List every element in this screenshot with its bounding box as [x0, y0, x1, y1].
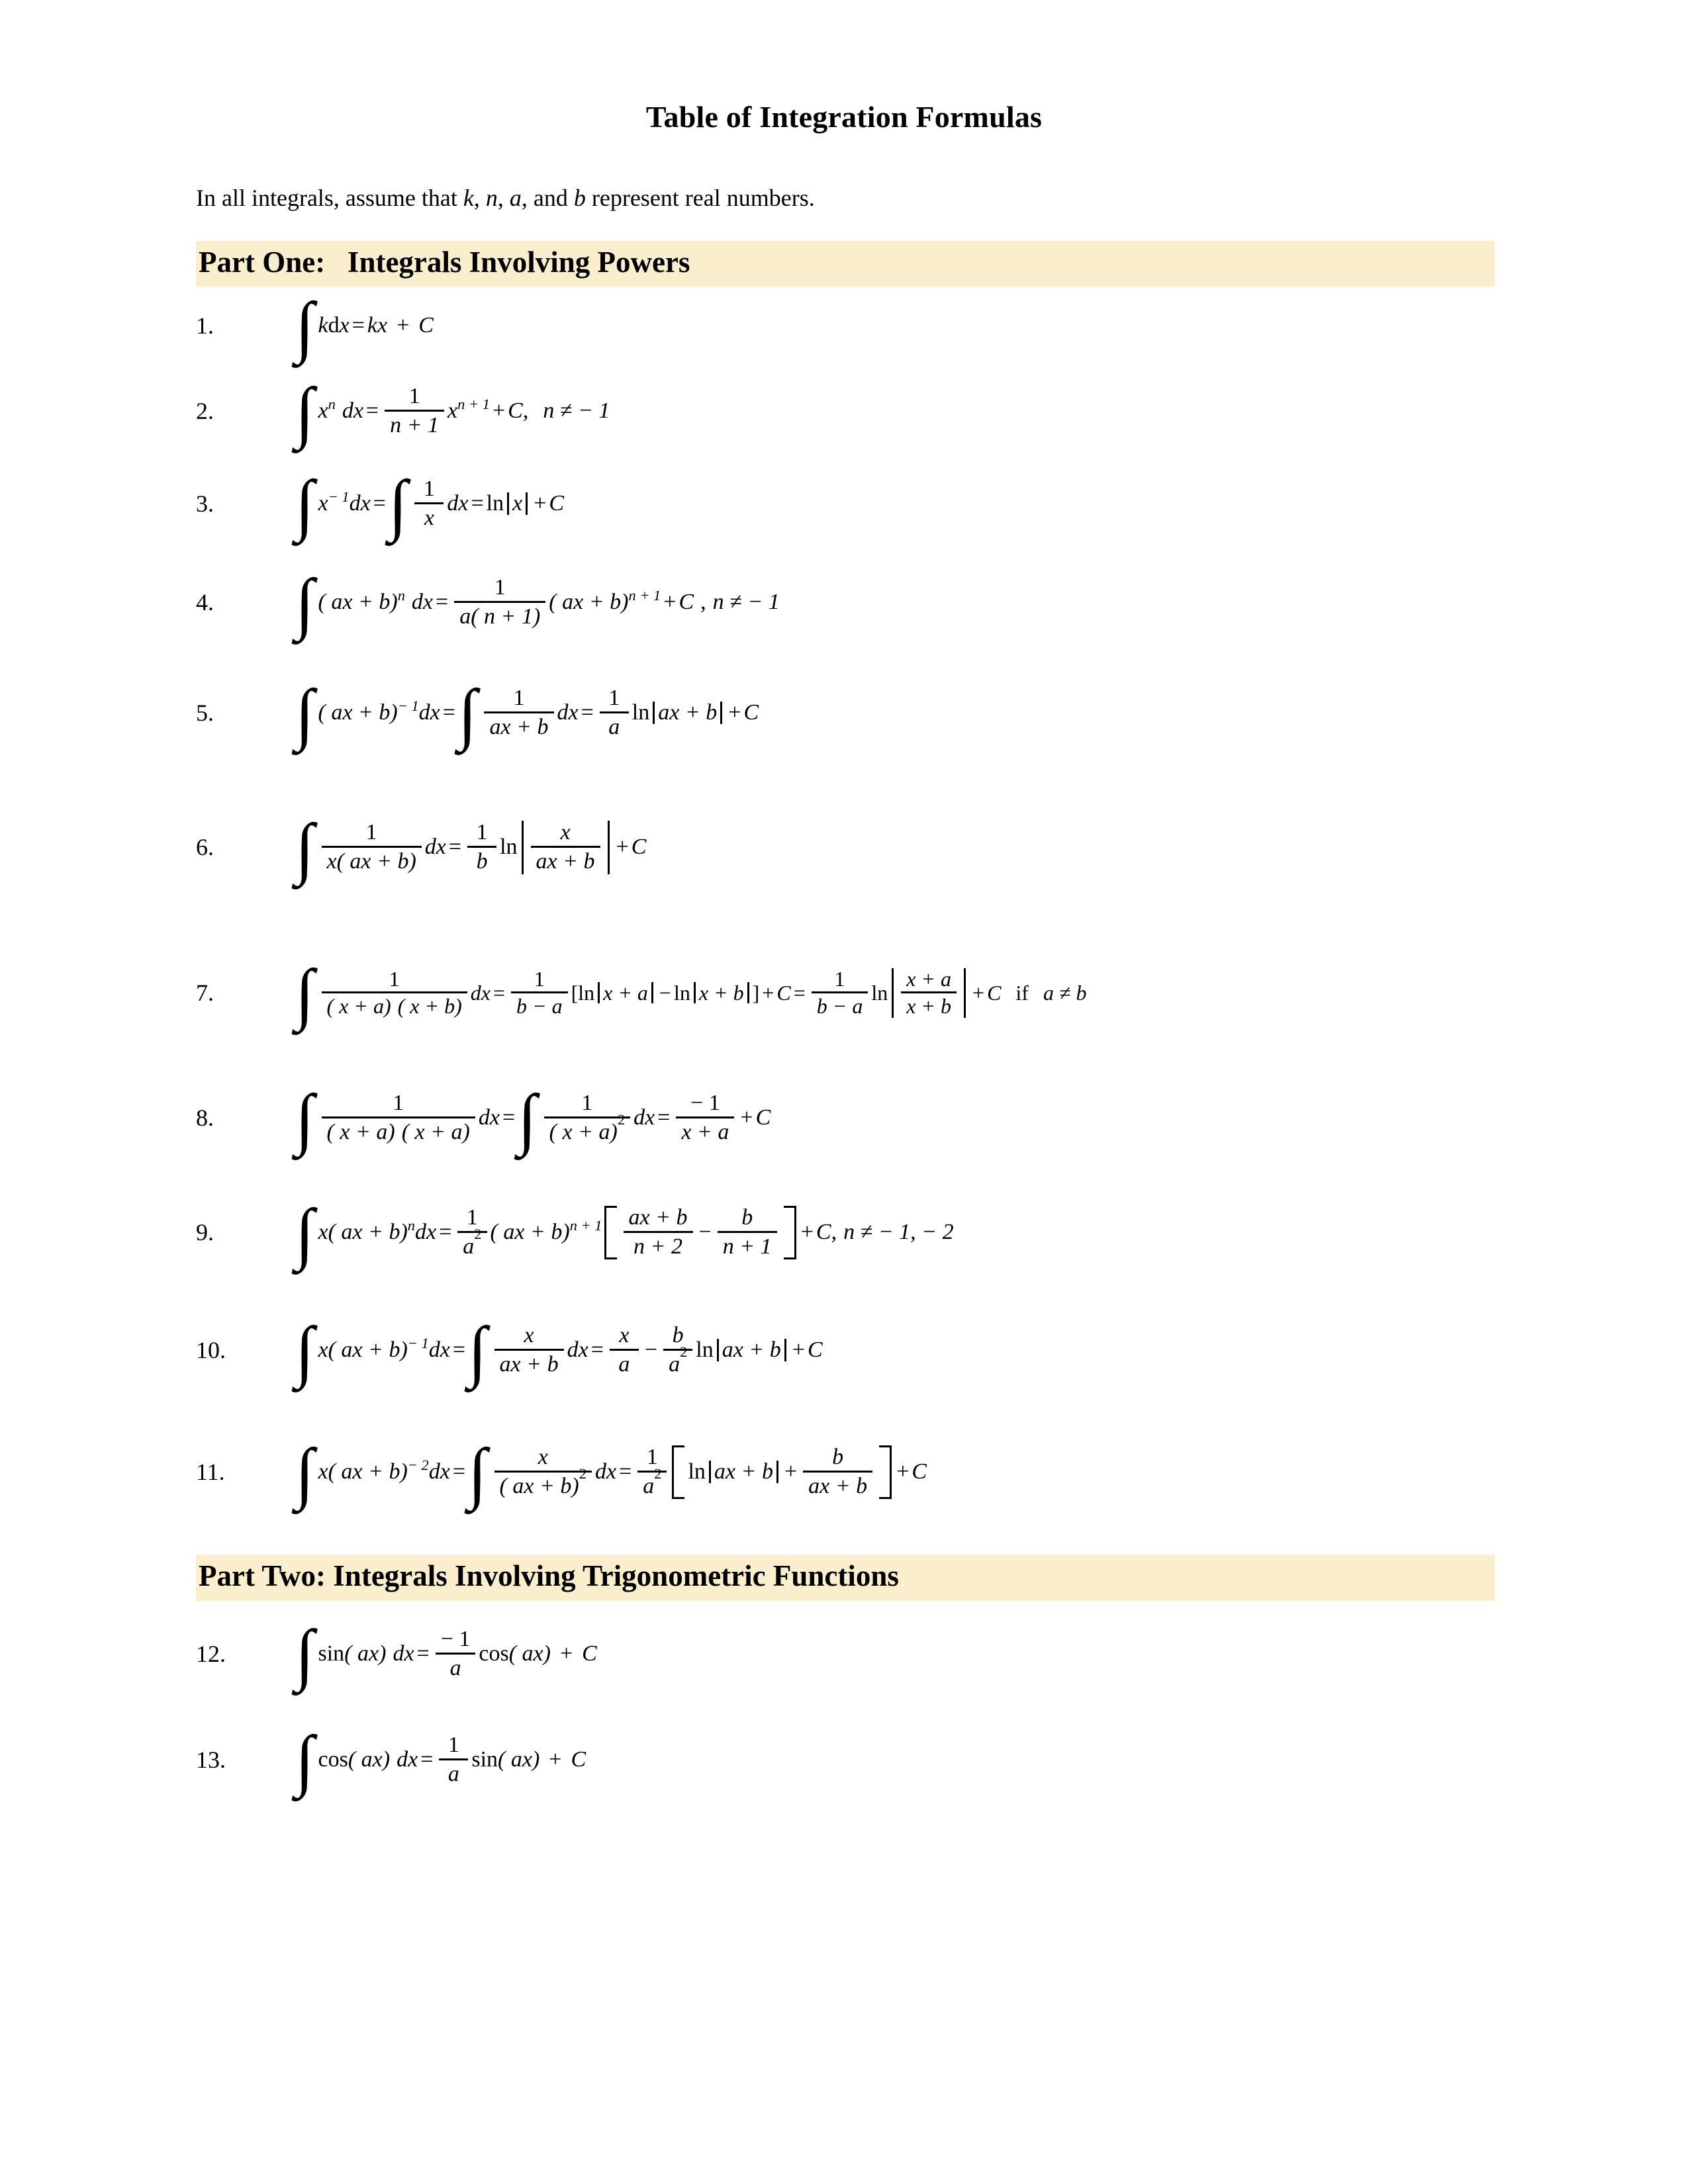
- token-ax-b: ( ax + b): [499, 1474, 579, 1499]
- token-comma: ,: [700, 590, 706, 615]
- formula-row: [0, 923, 1688, 1062]
- fraction: [454, 576, 545, 629]
- absolute-value: [649, 702, 726, 724]
- token-x-plus-b: ( x + b): [397, 994, 462, 1019]
- token-ax-b: ( ax + b): [328, 1459, 408, 1484]
- fraction: [436, 1627, 476, 1680]
- token-ax-paren: ( ax): [508, 1641, 551, 1666]
- formula-number: 1.: [196, 312, 214, 340]
- token-dx: dx: [567, 1338, 588, 1363]
- intro-suffix: represent real numbers.: [585, 185, 815, 211]
- token-a: a: [463, 1234, 475, 1259]
- token-x: x: [339, 313, 350, 338]
- intro-sep-1: ,: [473, 185, 486, 211]
- token-ax-b: ( ax + b): [549, 590, 629, 615]
- numerator: 1: [494, 575, 506, 600]
- token-x: x: [318, 398, 328, 424]
- absolute-value: [706, 1461, 782, 1483]
- formula-expression: ∫ ( ax + b) − 1 dx = ∫ $\frac{1}{ax + b}$ dx = $\frac{1}{a}$ ln ax + b + C: [295, 676, 759, 752]
- token-ax-b: ( ax + b): [318, 700, 398, 725]
- denominator: [457, 1226, 487, 1259]
- token-comma: ,: [831, 1220, 837, 1245]
- token-plus: +: [549, 1747, 562, 1772]
- token-eq: =: [581, 700, 594, 725]
- token-x: x: [318, 491, 328, 516]
- denominator: [637, 1465, 667, 1499]
- numerator: 1: [534, 966, 545, 991]
- fraction: [812, 968, 868, 1019]
- token-plus: +: [740, 1105, 753, 1130]
- integral-icon: ∫: [295, 374, 314, 451]
- token-eq: =: [416, 1641, 430, 1666]
- token-C: C: [582, 1641, 597, 1666]
- token-C: C: [418, 313, 434, 338]
- numerator: 1: [834, 966, 845, 991]
- token-plus: +: [896, 1459, 910, 1484]
- token-C: C: [631, 835, 647, 860]
- formula-row: [0, 1601, 1688, 1707]
- token-ln: ln: [632, 700, 650, 725]
- token-eq: =: [657, 1105, 671, 1130]
- intro-text: [0, 134, 1688, 212]
- token-dx: dx: [418, 700, 440, 725]
- numerator: 1: [423, 477, 435, 502]
- token-x-plus-b: x + b: [698, 981, 744, 1005]
- denominator: a: [608, 715, 620, 740]
- intro-var-a: a: [509, 185, 522, 211]
- token-ax-b: ( ax + b): [318, 590, 398, 615]
- token-exp-2: 2: [680, 1343, 688, 1361]
- fraction: [439, 1733, 468, 1786]
- denominator: x: [424, 506, 434, 531]
- integral-icon: ∫: [518, 1081, 537, 1158]
- numerator: 1: [408, 384, 420, 409]
- fraction: [531, 821, 600, 874]
- token-plus: +: [792, 1338, 805, 1363]
- token-a: a: [643, 1474, 655, 1499]
- numerator: b: [741, 1205, 753, 1230]
- token-plus: +: [616, 835, 629, 860]
- numerator: 1: [466, 1205, 478, 1230]
- token-a: a: [669, 1352, 680, 1377]
- numerator: 1: [476, 820, 488, 845]
- token-eq: =: [436, 590, 449, 615]
- token-ax-plus-b: ax + b: [658, 700, 718, 725]
- numerator: 1: [581, 1091, 593, 1116]
- integral-icon: ∫: [295, 1313, 314, 1390]
- token-exp-2: 2: [654, 1465, 662, 1482]
- token-C: C: [508, 398, 523, 424]
- formula-expression: [295, 810, 1688, 887]
- formula-expression: [295, 289, 1688, 365]
- formula-number: 13.: [196, 1746, 226, 1773]
- formula-number: 8.: [196, 1105, 214, 1132]
- token-minus: −: [698, 1220, 712, 1245]
- integral-icon: ∫: [295, 1081, 314, 1158]
- token-ln: ln: [696, 1338, 714, 1363]
- denominator: ax + b: [808, 1474, 868, 1499]
- denominator: [322, 1118, 475, 1144]
- token-ln: ln: [688, 1459, 706, 1484]
- formula-row: [0, 1062, 1688, 1173]
- token-exp-2: 2: [617, 1111, 626, 1128]
- token-ax-paren: ( ax): [344, 1641, 387, 1666]
- fraction: [414, 477, 444, 530]
- token-plus: +: [492, 398, 506, 424]
- denominator: [322, 993, 467, 1018]
- token-C: C: [549, 491, 565, 516]
- token-plus: +: [728, 700, 741, 725]
- formula-row: [0, 655, 1688, 771]
- denominator: a: [449, 1655, 461, 1680]
- token-cos: cos: [318, 1747, 348, 1772]
- intro-sep-3: , and: [521, 185, 574, 211]
- integral-icon: ∫: [295, 676, 314, 752]
- numerator: 1: [389, 966, 400, 991]
- denominator: n + 1: [722, 1234, 772, 1259]
- token-k: k: [318, 313, 328, 338]
- fraction: [901, 968, 957, 1019]
- intro-sep-2: ,: [497, 185, 510, 211]
- token-plus: +: [663, 590, 677, 615]
- integral-icon: ∫: [295, 289, 314, 365]
- numerator: x + a: [906, 966, 952, 991]
- numerator: − 1: [690, 1091, 720, 1116]
- token-dx: dx: [342, 398, 363, 424]
- denominator: x + b: [906, 994, 952, 1019]
- denominator: ax + b: [499, 1352, 559, 1377]
- token-eq: =: [439, 1220, 452, 1245]
- formula-list-part-two: [0, 1601, 1688, 1813]
- formula-row: [0, 287, 1688, 365]
- integral-icon: ∫: [295, 565, 314, 642]
- token-x-plus-a: ( x + a): [326, 1120, 395, 1145]
- token-kx: kx: [367, 313, 388, 338]
- intro-var-n: n: [485, 185, 498, 211]
- absolute-value: [518, 821, 614, 874]
- token-x: x: [318, 1338, 328, 1363]
- token-exp-2: 2: [474, 1226, 482, 1243]
- token-eq: =: [373, 491, 386, 516]
- formula-expression: [295, 1616, 1688, 1693]
- formula-expression: ∫ x ( ax + b) − 1 dx = ∫ $\frac{x}{ax + b}$ dx = $\frac{x}{a}$ − $\frac{b}{a^2}$ ln ax + b + C: [295, 1313, 823, 1390]
- token-ax-paren: ( ax): [348, 1747, 391, 1772]
- fraction: [457, 1206, 487, 1259]
- token-plus: +: [397, 313, 410, 338]
- token-dx: dx: [633, 1105, 655, 1130]
- formula-number: 11.: [196, 1459, 225, 1486]
- token-cos: cos: [479, 1641, 509, 1666]
- token-plus: +: [972, 981, 985, 1005]
- fraction: [637, 1445, 667, 1498]
- token-eq: =: [590, 1338, 604, 1363]
- integral-icon: ∫: [295, 1435, 314, 1512]
- formula-expression: ∫ x ( ax + b) n dx = $\frac{1}{a^2}$ ( ax + b) n + 1 $\frac{ax + b}{n + 2}$ − $\frac{b}{n + 1}$ + C , n ≠ − 1, − 2: [295, 1195, 954, 1272]
- token-eq: =: [365, 398, 379, 424]
- token-ln: ln: [578, 981, 595, 1005]
- token-dx: dx: [415, 1220, 437, 1245]
- denominator: x + a: [681, 1120, 729, 1145]
- token-dx: dx: [397, 1747, 418, 1772]
- condition-a-neq-b: a ≠ b: [1043, 981, 1087, 1005]
- token-sin: sin: [471, 1747, 498, 1772]
- token-eq: =: [471, 491, 484, 516]
- token-dx: dx: [349, 491, 371, 516]
- fraction: [600, 686, 629, 739]
- absolute-value: [690, 982, 753, 1003]
- formula-expression: ∫ $\frac{1}{( x + a) ( x + b)}$ dx = $\frac{1}{b - a}$ [ ln x + a − ln x + b ] + C = $\frac{1}{b - a}$ ln $\frac{x + a}{x + b}$ + C if a ≠ b: [295, 956, 1087, 1032]
- token-dx: dx: [557, 700, 579, 725]
- intro-var-b: b: [573, 185, 586, 211]
- numerator: 1: [513, 686, 525, 711]
- formula-number: 5.: [196, 700, 214, 727]
- denominator: b − a: [816, 994, 863, 1019]
- fraction: [322, 1091, 475, 1144]
- token-plus: +: [762, 981, 774, 1005]
- denominator: ax + b: [536, 849, 595, 874]
- numerator: b: [832, 1445, 844, 1470]
- denominator: a( n + 1): [459, 604, 541, 629]
- formula-expression: ∫ ( ax + b) n dx = $\frac{1}{a( n + 1)}$ ( ax + b) n + 1 + C , n ≠ − 1: [295, 565, 780, 642]
- condition-n-neq: n ≠ − 1: [712, 590, 780, 615]
- numerator: b: [672, 1323, 684, 1348]
- formula-number: 10.: [196, 1337, 226, 1364]
- formula-number: 4.: [196, 589, 214, 616]
- token-ln: ln: [871, 981, 888, 1005]
- token-eq: =: [619, 1459, 632, 1484]
- token-x-plus-a: ( x + a): [549, 1120, 618, 1145]
- formula-expression: [295, 1081, 1688, 1158]
- fraction: [803, 1445, 872, 1498]
- numerator: 1: [646, 1445, 658, 1470]
- numerator: x: [619, 1323, 630, 1348]
- token-eq: =: [452, 1338, 466, 1363]
- condition-n-neq: n ≠ − 1: [543, 398, 610, 424]
- formula-row: [0, 550, 1688, 655]
- token-eq: =: [420, 1747, 434, 1772]
- formula-row: [0, 1409, 1688, 1535]
- formula-list-part-one: [0, 287, 1688, 1535]
- page-title: Table of Integration Formulas: [645, 100, 1043, 134]
- denominator: n + 1: [390, 413, 440, 438]
- token-plus: +: [534, 491, 547, 516]
- token-plus: +: [559, 1641, 573, 1666]
- token-ax-plus-b: ax + b: [714, 1459, 773, 1484]
- token-C: C: [571, 1747, 586, 1772]
- formula-expression: [295, 1722, 1688, 1799]
- token-x-plus-a: ( x + a): [326, 994, 391, 1019]
- token-C: C: [755, 1105, 771, 1130]
- token-eq: =: [352, 313, 365, 338]
- token-dx: dx: [428, 1338, 450, 1363]
- token-C: C: [816, 1220, 831, 1245]
- fraction: [467, 821, 496, 874]
- token-exp-2: 2: [579, 1465, 586, 1482]
- formula-row: [0, 1173, 1688, 1291]
- numerator: x: [560, 820, 571, 845]
- integral-icon: ∫: [468, 1435, 487, 1512]
- token-eq: =: [793, 981, 806, 1005]
- formula-row: [0, 771, 1688, 923]
- fraction: [624, 1206, 693, 1259]
- token-x-plus-a: ( x + a): [401, 1120, 470, 1145]
- fraction: [385, 385, 444, 437]
- token-dx: dx: [424, 835, 446, 860]
- token-if: if: [1015, 981, 1029, 1005]
- token-ax-paren: ( ax): [498, 1747, 540, 1772]
- formula-row: [0, 457, 1688, 550]
- token-x: x: [512, 491, 523, 516]
- token-d: d: [328, 313, 340, 338]
- integral-icon: ∫: [295, 1722, 314, 1799]
- fraction: [511, 968, 568, 1019]
- token-ax-b: ( ax + b): [328, 1220, 408, 1245]
- formula-row: [0, 365, 1688, 457]
- token-C: C: [807, 1338, 823, 1363]
- token-ax-plus-b: ax + b: [722, 1338, 781, 1363]
- absolute-value: [594, 982, 657, 1003]
- absolute-value: [714, 1339, 790, 1361]
- integral-icon: ∫: [295, 1616, 314, 1693]
- integral-icon: ∫: [295, 956, 314, 1032]
- token-eq: =: [452, 1459, 466, 1484]
- formula-number: 12.: [196, 1640, 226, 1667]
- token-x: x: [318, 1220, 328, 1245]
- denominator: [663, 1343, 692, 1377]
- integral-icon: ∫: [295, 467, 314, 543]
- token-C: C: [743, 700, 759, 725]
- integral-icon: ∫: [388, 467, 408, 543]
- denominator: n + 2: [633, 1234, 682, 1259]
- token-C: C: [987, 981, 1002, 1005]
- denominator: [494, 1465, 592, 1499]
- denominator: b − a: [516, 994, 563, 1019]
- token-x-plus-a: x + a: [603, 981, 648, 1005]
- fraction: [610, 1324, 639, 1377]
- fraction: [544, 1091, 630, 1144]
- integral-icon: ∫: [295, 1195, 314, 1272]
- token-eq: =: [442, 700, 455, 725]
- intro-prefix: In all integrals, assume that: [196, 185, 463, 211]
- token-C: C: [912, 1459, 927, 1484]
- section-heading-part-one: Part One: Integrals Involving Powers: [196, 241, 1495, 287]
- denominator: [544, 1111, 630, 1145]
- bracket-group: [670, 1445, 894, 1498]
- numerator: 1: [393, 1091, 404, 1116]
- token-dx: dx: [411, 590, 433, 615]
- intro-var-k: k: [463, 185, 474, 211]
- formula-expression: ∫ x ( ax + b) − 2 dx = ∫ $\frac{x}{( ax + b)^2}$ dx = $\frac{1}{a^2}$ ln ax + b + $\frac{b}{ax + b}$ + C: [295, 1435, 927, 1512]
- token-eq: =: [492, 981, 505, 1005]
- token-x: x: [447, 398, 458, 424]
- formula-number: 3.: [196, 490, 214, 518]
- token-dx: dx: [447, 491, 469, 516]
- denominator: a: [618, 1352, 630, 1377]
- denominator: a: [447, 1761, 459, 1786]
- formula-number: 9.: [196, 1219, 214, 1246]
- numerator: x: [538, 1445, 548, 1470]
- numerator: 1: [365, 820, 377, 845]
- denominator: x( ax + b): [326, 849, 416, 874]
- token-plus: +: [784, 1459, 798, 1484]
- fraction: [718, 1206, 777, 1259]
- formula-row: [0, 1707, 1688, 1813]
- token-ln: ln: [500, 835, 518, 860]
- numerator: x: [524, 1323, 534, 1348]
- token-minus: −: [659, 981, 671, 1005]
- section-heading-part-two: Part Two: Integrals Involving Trigonometric Functions: [196, 1555, 1495, 1600]
- token-dx: dx: [594, 1459, 617, 1484]
- token-sin: sin: [318, 1641, 345, 1666]
- fraction: [494, 1324, 564, 1377]
- formula-expression: ∫ x n dx = $\frac{1}{n + 1}$ x n + 1 + C , n ≠ − 1: [295, 374, 610, 451]
- bracket-group: [602, 1206, 798, 1259]
- fraction: [494, 1445, 592, 1498]
- numerator: 1: [447, 1732, 459, 1757]
- formula-expression: ∫ x − 1 dx = ∫ $\frac{1}{x}$ dx = ln x + C: [295, 467, 565, 543]
- token-minus: −: [644, 1338, 658, 1363]
- fraction: [663, 1324, 692, 1377]
- integral-icon: ∫: [295, 810, 314, 887]
- token-C: C: [679, 590, 694, 615]
- token-dx: dx: [478, 1105, 500, 1130]
- token-ln: ln: [673, 981, 690, 1005]
- token-ax-b: ( ax + b): [490, 1220, 570, 1245]
- token-ln: ln: [486, 491, 504, 516]
- absolute-value: [888, 968, 970, 1019]
- formula-number: 2.: [196, 398, 214, 425]
- token-C: C: [776, 981, 791, 1005]
- numerator: − 1: [440, 1626, 471, 1651]
- denominator: b: [476, 849, 488, 874]
- denominator: ax + b: [489, 715, 549, 740]
- formula-row: [0, 1291, 1688, 1409]
- token-ax-b: ( ax + b): [328, 1338, 408, 1363]
- token-dx: dx: [428, 1459, 450, 1484]
- fraction: [322, 821, 422, 874]
- integral-icon: ∫: [468, 1313, 487, 1390]
- formula-number: 6.: [196, 834, 214, 861]
- token-x: x: [318, 1459, 328, 1484]
- condition-n-neq: n ≠ − 1, − 2: [843, 1220, 954, 1245]
- numerator: 1: [608, 686, 620, 711]
- formula-number: 7.: [196, 979, 214, 1007]
- token-comma: ,: [522, 398, 529, 424]
- token-eq: =: [448, 835, 462, 860]
- integral-icon: ∫: [457, 676, 477, 752]
- token-plus: +: [800, 1220, 814, 1245]
- numerator: ax + b: [628, 1205, 688, 1230]
- absolute-value: [504, 492, 531, 515]
- token-dx: dx: [393, 1641, 414, 1666]
- fraction: [322, 968, 467, 1019]
- token-dx: dx: [470, 981, 491, 1005]
- fraction: [676, 1091, 734, 1144]
- fraction: [484, 686, 553, 739]
- token-eq: =: [502, 1105, 516, 1130]
